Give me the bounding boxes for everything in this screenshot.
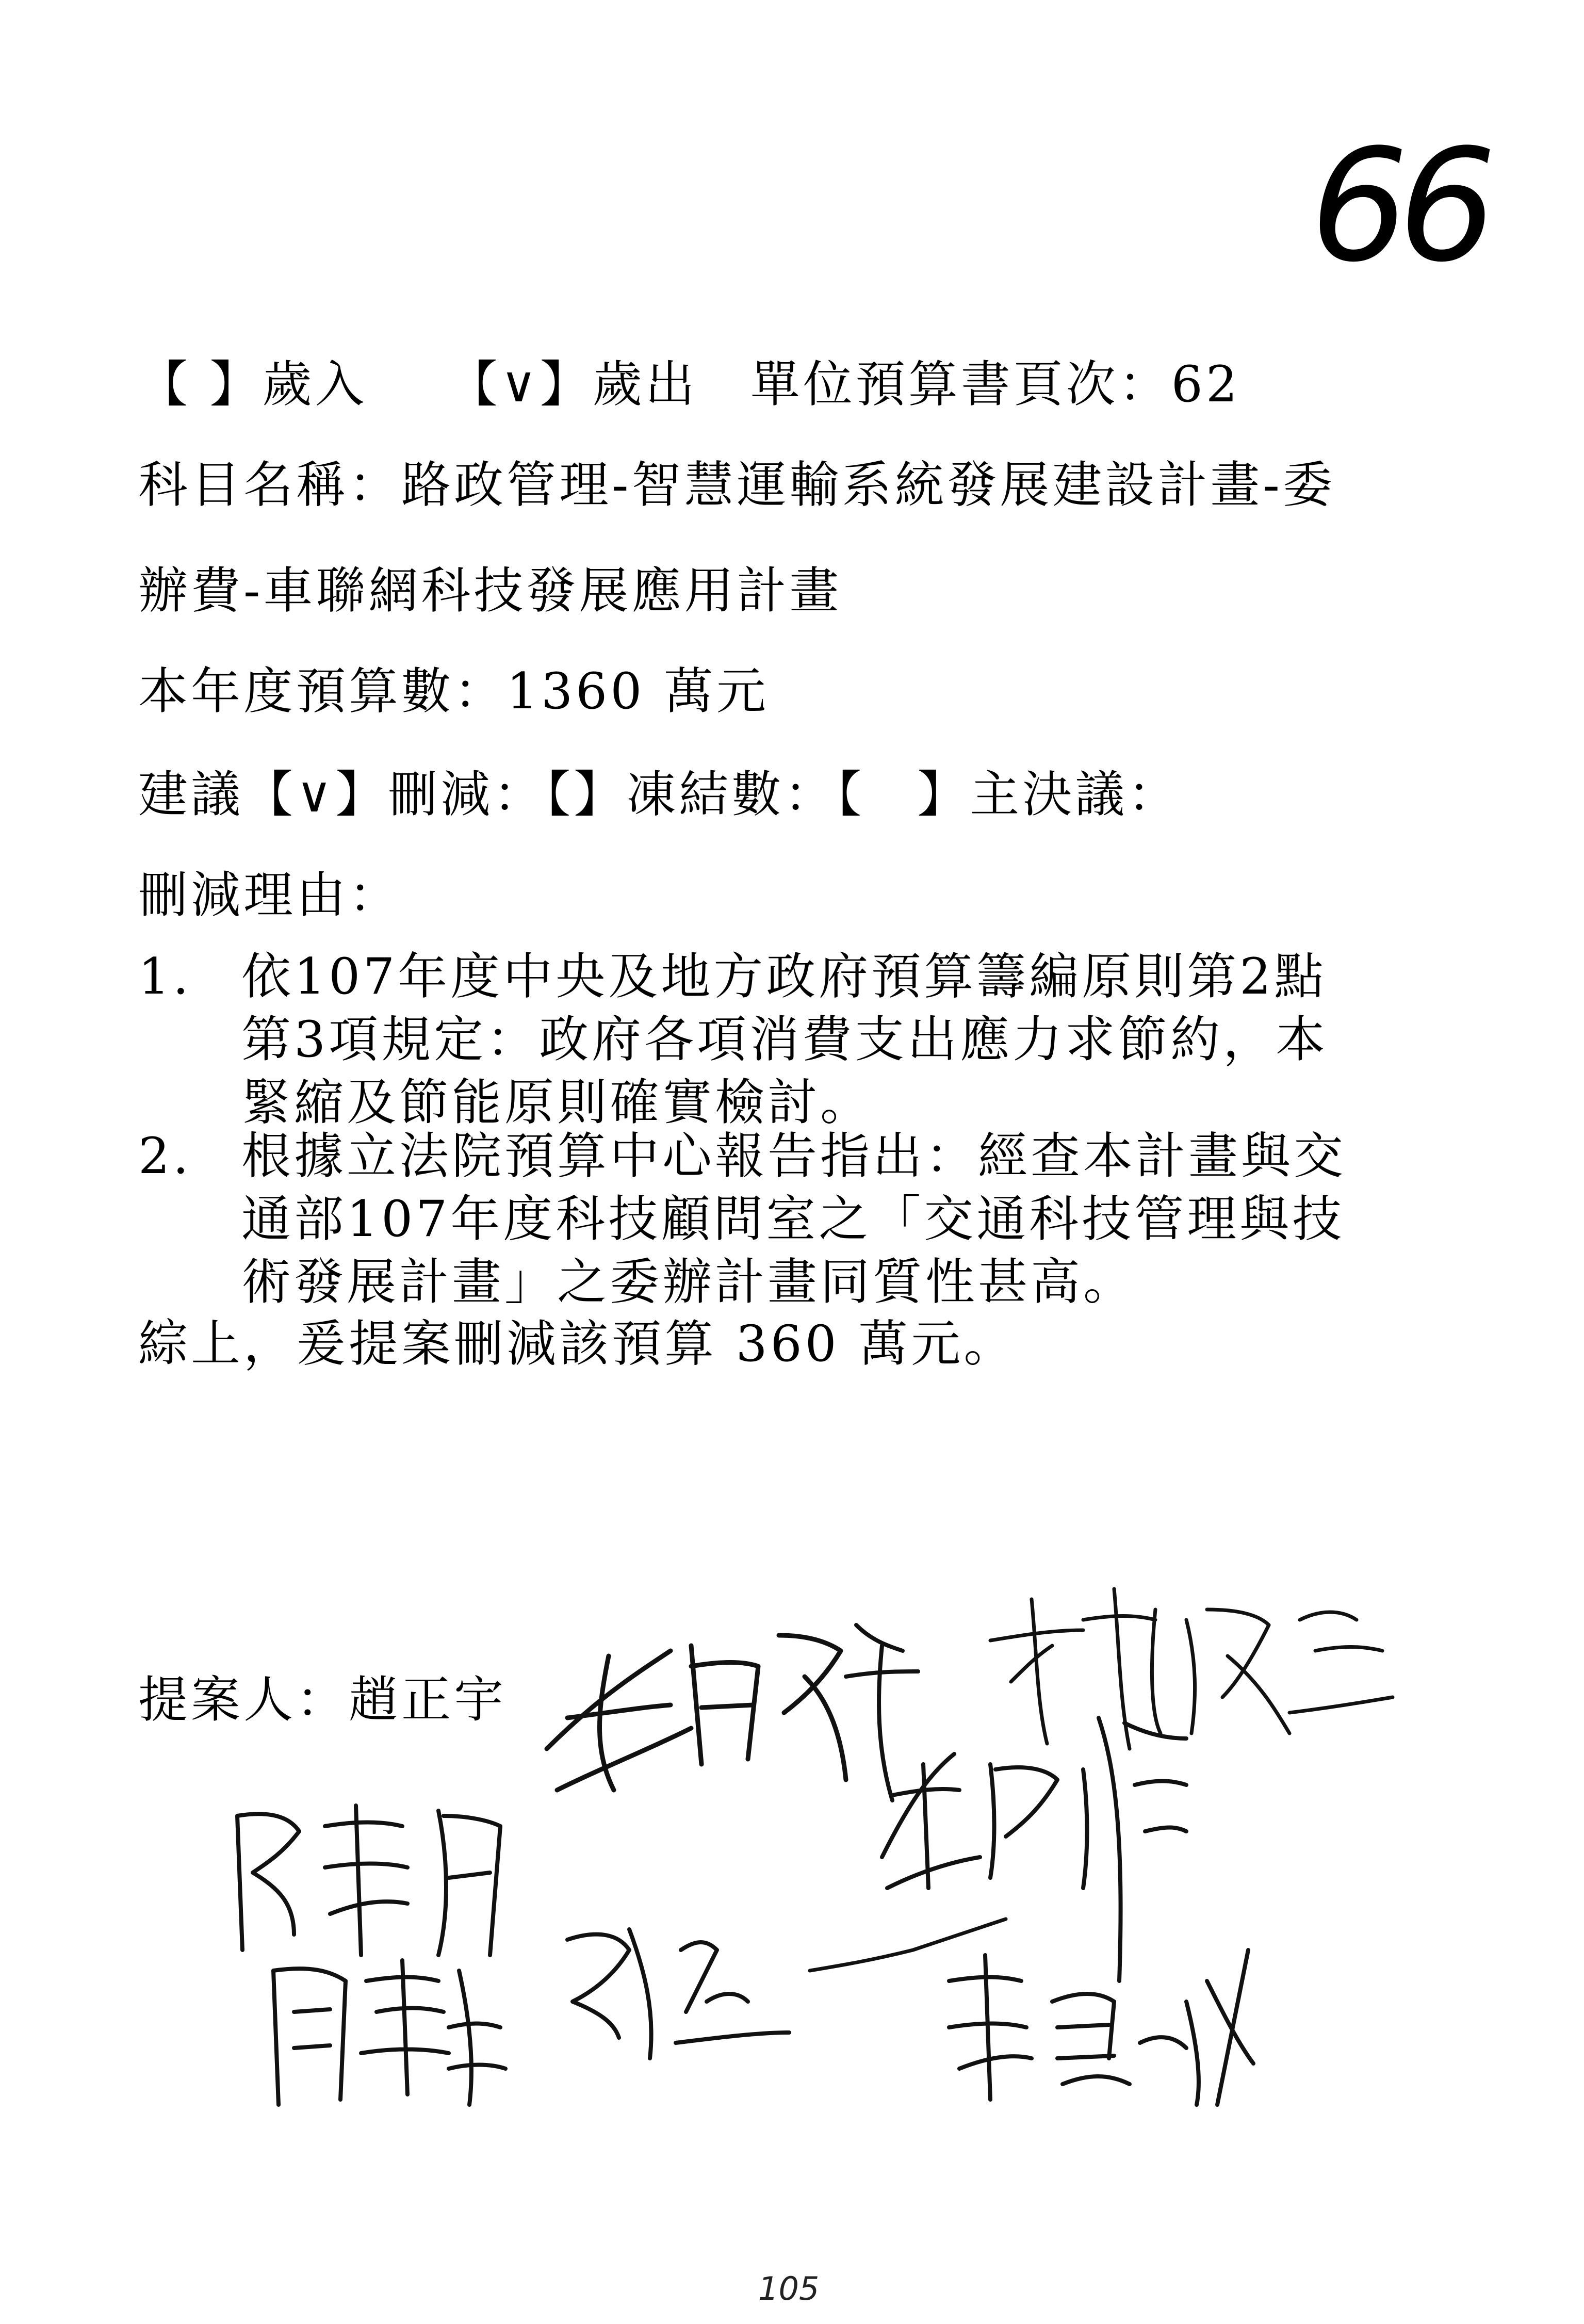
subject-name-line-2: 辦費-車聯網科技發展應用計畫 bbox=[138, 562, 842, 620]
subject-name-line-1: 科目名稱：路政管理-智慧運輸系統發展建設計畫-委 bbox=[138, 456, 1335, 514]
signature-7 bbox=[939, 1940, 1259, 2110]
reason-item-1 bbox=[138, 945, 1350, 1136]
conclusion-line: 綜上，爰提案刪減該預算 360 萬元。 bbox=[138, 1315, 1017, 1373]
reason-text: 根據立法院預算中心報告指出：經查本計畫與交通部107年度科技顧問室之「交通科技管理與技術發展計畫」之委辦計畫同質性甚高。 bbox=[241, 1127, 1346, 1311]
proposal-type-line: 建議【∨】刪減：【】凍結數：【 】主決議： bbox=[138, 766, 1181, 823]
signature-3 bbox=[222, 1785, 511, 1971]
budget-type-line: 【 】歲入 【∨】歲出 單位預算書頁次：62 bbox=[138, 355, 1240, 413]
signature-5 bbox=[263, 1950, 511, 2115]
annual-budget-line: 本年度預算數：1360 萬元 bbox=[138, 662, 769, 720]
page-footer-number: 105 bbox=[758, 2270, 820, 2307]
proposer-line: 提案人：趙正宇 bbox=[138, 1671, 507, 1729]
reason-number: 1. bbox=[138, 948, 192, 1005]
reason-item-2 bbox=[138, 1125, 1350, 1315]
handwritten-page-number: 66 bbox=[1310, 116, 1487, 296]
signature-1 bbox=[536, 1594, 928, 1811]
reason-text: 依107年度中央及地方政府預算籌編原則第2點第3項規定：政府各項消費支出應力求節約，本緊縮及節能原則確實檢討。 bbox=[241, 948, 1329, 1131]
reason-title: 刪減理由： bbox=[138, 866, 401, 924]
reason-number: 2. bbox=[138, 1127, 192, 1185]
